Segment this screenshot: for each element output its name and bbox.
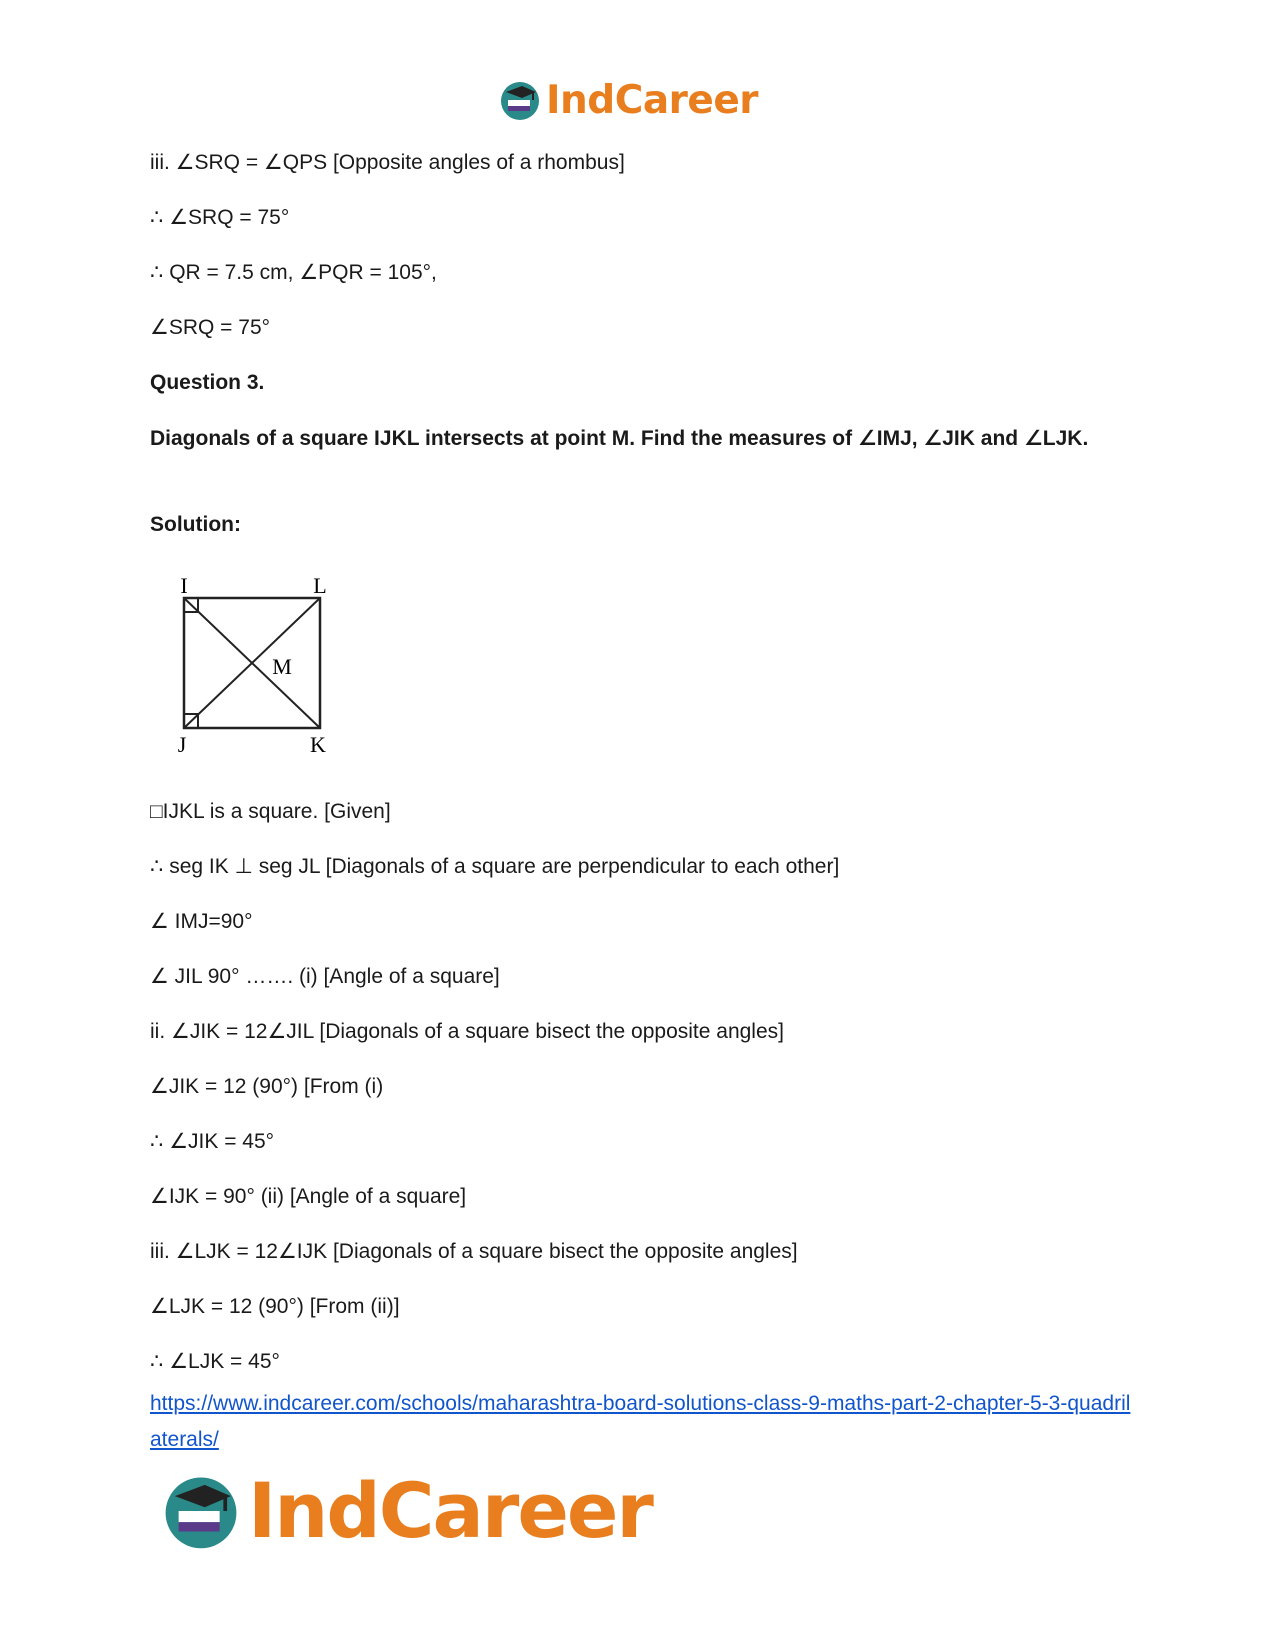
text-line: ii. ∠JIK = 12∠JIL [Diagonals of a square bisect the opposite angles] xyxy=(150,1020,784,1043)
vertex-label-j: J xyxy=(177,732,187,757)
text-line: ∴ ∠LJK = 45° xyxy=(150,1350,280,1373)
text-line: ∴ ∠JIK = 45° xyxy=(150,1130,275,1153)
text-line: iii. ∠SRQ = ∠QPS [Opposite angles of a rhombus] xyxy=(150,151,625,174)
question-title: Question 3. xyxy=(150,371,265,394)
text-line: ∴ seg IK ⊥ seg JL [Diagonals of a square are perpendicular to each other] xyxy=(150,855,840,878)
text-line: ∠ JIL 90° ……. (i) [Angle of a square] xyxy=(150,965,500,988)
text-line: ∠LJK = 12 (90°) [From (ii)] xyxy=(150,1295,400,1318)
text-line: ∴ ∠SRQ = 75° xyxy=(150,206,290,229)
vertex-label-l: L xyxy=(313,573,327,598)
point-label-m: M xyxy=(272,654,292,679)
footer-logo xyxy=(160,1466,652,1555)
question-text: Diagonals of a square IJKL intersects at point M. Find the measures of ∠IMJ, ∠JIK and ∠LJK. xyxy=(150,427,1089,450)
text-line: ∠SRQ = 75° xyxy=(150,316,271,339)
brand-name: IndCareer xyxy=(546,77,758,123)
vertex-label-k: K xyxy=(310,732,326,757)
text-line: □IJKL is a square. [Given] xyxy=(150,800,391,823)
solution-title: Solution: xyxy=(150,513,241,536)
brand-name: IndCareer xyxy=(248,1466,652,1555)
source-link[interactable]: https://www.indcareer.com/schools/maharashtra-board-solutions-class-9-maths-part-2-chapter-5-3-quadrilaterals/ xyxy=(150,1392,1131,1451)
text-line: ∴ QR = 7.5 cm, ∠PQR = 105°, xyxy=(150,261,437,284)
header-logo xyxy=(498,78,758,122)
text-line: ∠ IMJ=90° xyxy=(150,910,253,933)
text-line: ∠IJK = 90° (ii) [Angle of a square] xyxy=(150,1185,467,1208)
text-line: ∠JIK = 12 (90°) [From (i) xyxy=(150,1075,384,1098)
text-line: iii. ∠LJK = 12∠IJK [Diagonals of a square bisect the opposite angles] xyxy=(150,1240,798,1263)
graduation-globe-icon xyxy=(498,78,542,122)
graduation-globe-icon xyxy=(160,1470,242,1552)
vertex-label-i: I xyxy=(180,573,188,598)
square-diagram xyxy=(172,568,342,768)
